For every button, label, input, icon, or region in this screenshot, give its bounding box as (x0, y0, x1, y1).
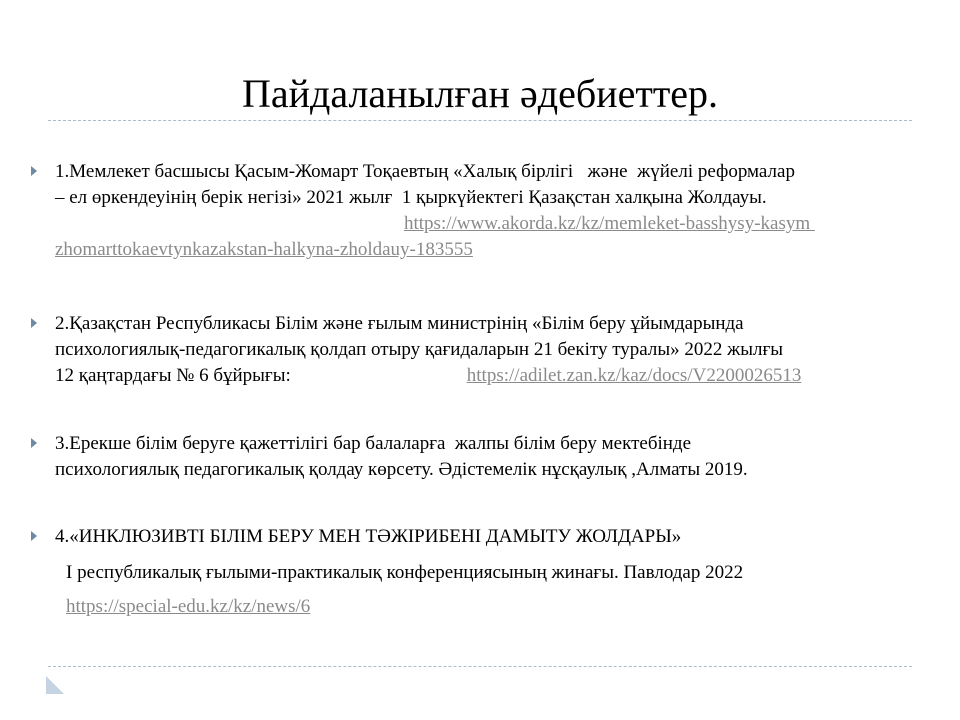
reference-3-line-2: психологиялық педагогикалық қолдау көрсету. Әдістемелік нұсқаулық ,Алматы 2019. (55, 459, 748, 480)
reference-4-line-1: 4.«ИНКЛЮЗИВТІ БІЛІМ БЕРУ МЕН ТӘЖІРИБЕНІ ДАМЫТУ ЖОЛДАРЫ» (55, 526, 682, 547)
reference-2-line-1: 2.Қазақстан Республикасы Білім және ғылым министрінің «Білім беру ұйымдарында (55, 313, 744, 334)
reference-2-link[interactable]: https://adilet.zan.kz/kaz/docs/V2200026513 (466, 365, 802, 386)
bottom-divider (48, 666, 912, 667)
bullet-arrow-icon (31, 531, 37, 541)
bullet-arrow-icon (31, 438, 37, 448)
reference-item-1 (55, 159, 935, 263)
reference-item-3 (55, 431, 935, 483)
reference-2-line-2: психологиялық-педагогикалық қолдап отыру қағидаларын 21 бекіту туралы» 2022 жылғы (55, 339, 784, 360)
bullet-arrow-icon (31, 166, 37, 176)
bullet-arrow-icon (31, 318, 37, 328)
reference-1-line-2: – ел өркендеуінің берік негізі» 2021 жылғ 1 қыркүйектегі Қазақстан халқына Жолдауы. (55, 187, 767, 208)
reference-4-link[interactable]: https://special-edu.kz/kz/news/6 (66, 596, 311, 617)
slide-title: Пайдаланылған әдебиеттер. (241, 71, 719, 116)
reference-item-2 (55, 311, 935, 389)
reference-item-4 (55, 524, 935, 550)
reference-2-line-3: 12 қаңтардағы № 6 бұйрығы: (55, 365, 291, 386)
top-divider (48, 120, 912, 121)
reference-1-line-1: 1.Мемлекет басшысы Қасым-Жомарт Тоқаевтың «Халық бірлігі және жүйелі реформалар (55, 161, 795, 182)
reference-1-link-part-1[interactable]: https://www.akorda.kz/kz/memleket-basshysy-kasym (404, 213, 815, 234)
reference-1-link-part-2[interactable]: zhomarttokaevtynkazakstan-halkyna-zholdauy-183555 (55, 239, 473, 260)
corner-triangle-icon (46, 676, 64, 694)
reference-3-line-1: 3.Ерекше білім беруге қажеттілігі бар балаларға жалпы білім беру мектебінде (55, 433, 692, 454)
reference-4-subline: І республикалық ғылыми-практикалық конференциясының жинағы. Павлодар 2022 (66, 562, 744, 583)
